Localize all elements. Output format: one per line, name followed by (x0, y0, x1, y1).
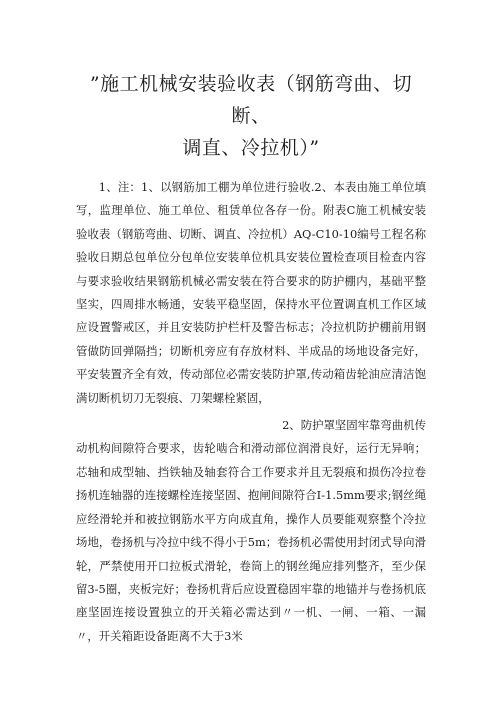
paragraph-continuation: 动机构间隙符合要求，齿轮啮合和滑动部位润滑良好，运行无异响；芯轴和成型轴、挡铁轴及轴套符合工作要求并且无裂痕和损伤冷拉卷扬机连轴器的连接螺栓连接坚固、抱闸间隙符合Ⅰ-1.5mm要求;钢丝绳应经滑轮并和被拉钢筋水平方向成直角，操作人员要能观察整个冷拉场地，卷扬机与冷拉中线不得小于5m；卷扬机必需使用封闭式导向滑轮，严禁使用开口拉板式滑轮，卷筒上的钢丝绳应排列整齐，至少保留3-5圈，夹板完好；卷扬机背后应设置稳固牢靠的地锚并与卷扬机底座坚固连接设置独立的开关箱必需达到〃一机、一闸、一箱、一漏〃，开关箱距设备距离不大于3米 (76, 441, 426, 643)
paragraph-notes: 1、注：1、以钢筋加工棚为单位进行验收.2、本表由施工单位填写，监理单位、施工单位、租赁单位各存一份。附表C施工机械安装验收表（钢筋弯曲、切断、调直、冷拉机）AQ-C10-10编号工程名称验收日期总包单位分包单位安装单位机具安装位置检查项目检查内容与要求验收结果钢筋机械必需安装在符合要求的防护棚内，基础平整坚实，四周排水畅通，安装平稳坚固，保持水平位置调直机工作区域应设置警戒区，并且安装防护栏杆及警告标志；冷拉机防护棚前用钢管做防回弹隔挡；切断机旁应有存放材料、半成品的场地设备完好，平安装置齐全有效，传动部位必需安装防护罩,传动箱齿轮油应清洁饱满切断机切刀无裂痕、刀架螺栓紧固， (76, 180, 426, 405)
paragraph-heading-2: 2、防护罩坚固牢靠弯曲机传 (282, 418, 426, 433)
document-body (76, 176, 426, 648)
title-line-2: 调直、冷拉机）” (182, 137, 320, 159)
title-line-1: ”施工机械安装验收表（钢筋弯曲、切断、 (89, 73, 413, 127)
document-title (76, 68, 426, 164)
